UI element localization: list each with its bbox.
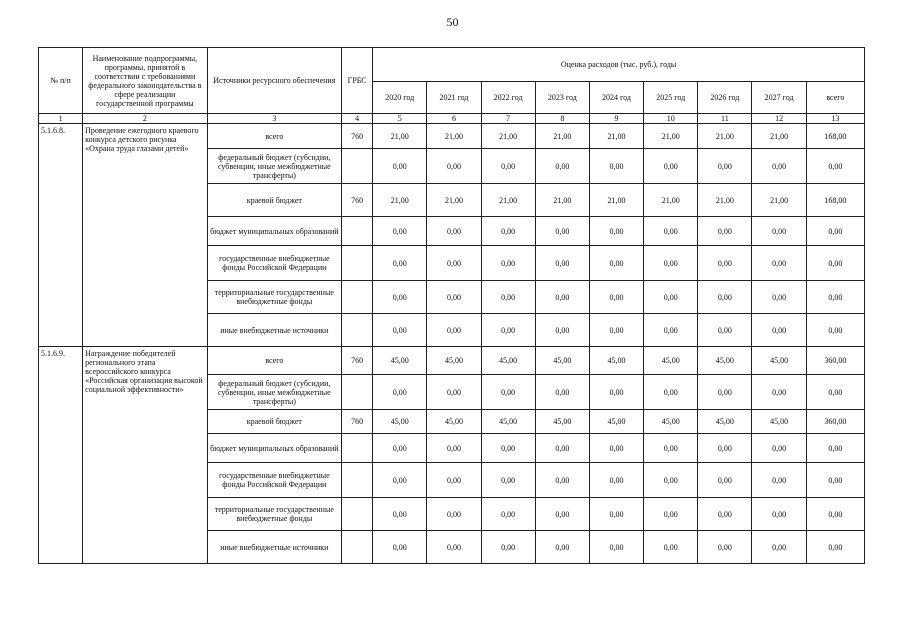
amount-cell: 0,00 [481, 246, 535, 281]
amount-cell: 0,00 [752, 281, 806, 314]
amount-cell: 0,00 [806, 217, 864, 246]
column-number: 10 [644, 114, 698, 124]
grbs-code [342, 149, 373, 184]
amount-cell: 0,00 [481, 434, 535, 463]
amount-cell: 45,00 [427, 347, 481, 375]
amount-cell: 45,00 [644, 347, 698, 375]
amount-cell: 0,00 [752, 149, 806, 184]
funding-source: бюджет муниципальных образований [207, 434, 341, 463]
amount-cell: 0,00 [589, 217, 643, 246]
amount-cell: 0,00 [644, 314, 698, 347]
table-row [39, 124, 865, 149]
amount-cell: 0,00 [481, 149, 535, 184]
header-source: Источники ресурсного обеспечения [207, 48, 341, 114]
amount-cell: 168,00 [806, 124, 864, 149]
header-year: 2024 год [589, 82, 643, 114]
grbs-code [342, 375, 373, 410]
amount-cell: 0,00 [806, 375, 864, 410]
column-number: 12 [752, 114, 806, 124]
amount-cell: 0,00 [752, 463, 806, 498]
header-year: 2022 год [481, 82, 535, 114]
amount-cell: 0,00 [806, 246, 864, 281]
amount-cell: 45,00 [481, 347, 535, 375]
grbs-code [342, 246, 373, 281]
amount-cell: 0,00 [535, 434, 589, 463]
amount-cell: 0,00 [589, 434, 643, 463]
amount-cell: 0,00 [373, 217, 427, 246]
section-index: 5.1.6.8. [39, 124, 83, 347]
amount-cell: 0,00 [698, 463, 752, 498]
amount-cell: 0,00 [752, 375, 806, 410]
section-index: 5.1.6.9. [39, 347, 83, 564]
amount-cell: 0,00 [589, 463, 643, 498]
header-no: № п/п [39, 48, 83, 114]
amount-cell: 0,00 [427, 434, 481, 463]
grbs-code [342, 531, 373, 564]
amount-cell: 0,00 [644, 217, 698, 246]
grbs-code [342, 498, 373, 531]
amount-cell: 0,00 [427, 498, 481, 531]
amount-cell: 0,00 [373, 314, 427, 347]
section-name: Проведение ежегодного краевого конкурса детского рисунка «Охрана труда глазами детей» [83, 124, 207, 347]
grbs-code [342, 434, 373, 463]
amount-cell: 0,00 [481, 314, 535, 347]
amount-cell: 0,00 [427, 531, 481, 564]
amount-cell: 0,00 [481, 463, 535, 498]
grbs-code: 760 [342, 410, 373, 434]
column-number: 2 [83, 114, 207, 124]
column-number: 8 [535, 114, 589, 124]
amount-cell: 0,00 [698, 149, 752, 184]
amount-cell: 0,00 [535, 217, 589, 246]
amount-cell: 0,00 [644, 246, 698, 281]
amount-cell: 0,00 [806, 463, 864, 498]
amount-cell: 0,00 [427, 314, 481, 347]
amount-cell: 0,00 [806, 498, 864, 531]
amount-cell: 0,00 [535, 314, 589, 347]
column-number: 11 [698, 114, 752, 124]
amount-cell: 0,00 [481, 281, 535, 314]
amount-cell: 45,00 [698, 410, 752, 434]
budget-table [38, 47, 865, 564]
amount-cell: 0,00 [535, 498, 589, 531]
amount-cell: 0,00 [752, 531, 806, 564]
amount-cell: 0,00 [589, 314, 643, 347]
header-year: всего [806, 82, 864, 114]
amount-cell: 0,00 [589, 149, 643, 184]
header-grbs: ГРБС [342, 48, 373, 114]
amount-cell: 0,00 [373, 281, 427, 314]
amount-cell: 0,00 [644, 531, 698, 564]
amount-cell: 0,00 [752, 314, 806, 347]
amount-cell: 0,00 [752, 217, 806, 246]
amount-cell: 0,00 [481, 375, 535, 410]
amount-cell: 0,00 [644, 498, 698, 531]
amount-cell: 45,00 [589, 347, 643, 375]
amount-cell: 21,00 [752, 124, 806, 149]
funding-source: всего [207, 347, 341, 375]
amount-cell: 0,00 [427, 375, 481, 410]
amount-cell: 0,00 [535, 246, 589, 281]
amount-cell: 0,00 [373, 246, 427, 281]
amount-cell: 0,00 [589, 246, 643, 281]
amount-cell: 0,00 [535, 375, 589, 410]
funding-source: территориальные государственные внебюджетные фонды [207, 498, 341, 531]
amount-cell: 0,00 [535, 463, 589, 498]
amount-cell: 0,00 [589, 375, 643, 410]
amount-cell: 0,00 [481, 217, 535, 246]
funding-source: бюджет муниципальных образований [207, 217, 341, 246]
amount-cell: 0,00 [752, 498, 806, 531]
amount-cell: 0,00 [752, 434, 806, 463]
amount-cell: 0,00 [752, 246, 806, 281]
grbs-code: 760 [342, 347, 373, 375]
funding-source: государственные внебюджетные фонды Российской Федерации [207, 246, 341, 281]
amount-cell: 168,00 [806, 184, 864, 217]
amount-cell: 0,00 [644, 281, 698, 314]
funding-source: краевой бюджет [207, 410, 341, 434]
funding-source: всего [207, 124, 341, 149]
section-name: Награждение победителей регионального этапа всероссийского конкурса «Российская организация высокой социальной эффективности» [83, 347, 207, 564]
amount-cell: 360,00 [806, 347, 864, 375]
header-year: 2021 год [427, 82, 481, 114]
amount-cell: 21,00 [644, 184, 698, 217]
amount-cell: 0,00 [698, 246, 752, 281]
amount-cell: 0,00 [535, 281, 589, 314]
funding-source: иные внебюджетные источники [207, 314, 341, 347]
grbs-code [342, 463, 373, 498]
table-row [39, 347, 865, 375]
grbs-code: 760 [342, 124, 373, 149]
amount-cell: 0,00 [373, 149, 427, 184]
amount-cell: 21,00 [373, 124, 427, 149]
header-year: 2023 год [535, 82, 589, 114]
amount-cell: 0,00 [644, 375, 698, 410]
amount-cell: 45,00 [752, 410, 806, 434]
amount-cell: 0,00 [373, 434, 427, 463]
amount-cell: 0,00 [806, 281, 864, 314]
amount-cell: 21,00 [373, 184, 427, 217]
amount-cell: 0,00 [698, 217, 752, 246]
amount-cell: 0,00 [644, 463, 698, 498]
amount-cell: 45,00 [752, 347, 806, 375]
amount-cell: 0,00 [698, 281, 752, 314]
funding-source: федеральный бюджет (субсидии, субвенции, иные межбюджетные трансферты) [207, 149, 341, 184]
amount-cell: 0,00 [373, 463, 427, 498]
amount-cell: 21,00 [589, 184, 643, 217]
amount-cell: 0,00 [698, 434, 752, 463]
amount-cell: 0,00 [698, 498, 752, 531]
amount-cell: 0,00 [535, 531, 589, 564]
amount-cell: 0,00 [373, 375, 427, 410]
amount-cell: 21,00 [589, 124, 643, 149]
funding-source: государственные внебюджетные фонды Российской Федерации [207, 463, 341, 498]
amount-cell: 0,00 [481, 531, 535, 564]
amount-cell: 0,00 [427, 217, 481, 246]
amount-cell: 21,00 [427, 184, 481, 217]
amount-cell: 21,00 [752, 184, 806, 217]
header-year: 2020 год [373, 82, 427, 114]
amount-cell: 0,00 [806, 149, 864, 184]
amount-cell: 0,00 [427, 281, 481, 314]
amount-cell: 45,00 [535, 410, 589, 434]
amount-cell: 45,00 [373, 410, 427, 434]
amount-cell: 21,00 [427, 124, 481, 149]
amount-cell: 0,00 [427, 463, 481, 498]
amount-cell: 21,00 [535, 124, 589, 149]
amount-cell: 0,00 [589, 498, 643, 531]
column-number: 1 [39, 114, 83, 124]
grbs-code [342, 217, 373, 246]
amount-cell: 0,00 [806, 531, 864, 564]
amount-cell: 0,00 [698, 531, 752, 564]
column-number: 7 [481, 114, 535, 124]
amount-cell: 0,00 [535, 149, 589, 184]
column-number: 13 [806, 114, 864, 124]
header-year: 2026 год [698, 82, 752, 114]
grbs-code [342, 281, 373, 314]
amount-cell: 0,00 [427, 149, 481, 184]
header-estimate: Оценка расходов (тыс. руб.), годы [373, 48, 865, 82]
grbs-code: 760 [342, 184, 373, 217]
column-number: 5 [373, 114, 427, 124]
column-number: 6 [427, 114, 481, 124]
amount-cell: 21,00 [644, 124, 698, 149]
amount-cell: 0,00 [481, 498, 535, 531]
column-number: 3 [207, 114, 341, 124]
amount-cell: 21,00 [535, 184, 589, 217]
header-year: 2027 год [752, 82, 806, 114]
amount-cell: 0,00 [806, 434, 864, 463]
funding-source: федеральный бюджет (субсидии, субвенции, иные межбюджетные трансферты) [207, 375, 341, 410]
grbs-code [342, 314, 373, 347]
amount-cell: 360,00 [806, 410, 864, 434]
amount-cell: 0,00 [373, 498, 427, 531]
header-name: Наименование подпрограммы, программы, принятой в соответствии с требованиями федерального законодательства в сфере реализации государственной программы [83, 48, 207, 114]
column-number: 9 [589, 114, 643, 124]
amount-cell: 45,00 [589, 410, 643, 434]
amount-cell: 45,00 [481, 410, 535, 434]
amount-cell: 21,00 [698, 124, 752, 149]
amount-cell: 0,00 [589, 281, 643, 314]
amount-cell: 0,00 [698, 375, 752, 410]
amount-cell: 21,00 [698, 184, 752, 217]
amount-cell: 0,00 [806, 314, 864, 347]
amount-cell: 45,00 [698, 347, 752, 375]
amount-cell: 45,00 [373, 347, 427, 375]
amount-cell: 0,00 [589, 531, 643, 564]
column-number: 4 [342, 114, 373, 124]
amount-cell: 0,00 [427, 246, 481, 281]
amount-cell: 0,00 [698, 314, 752, 347]
funding-source: территориальные государственные внебюджетные фонды [207, 281, 341, 314]
header-year: 2025 год [644, 82, 698, 114]
page-number: 50 [446, 15, 459, 29]
amount-cell: 45,00 [535, 347, 589, 375]
amount-cell: 0,00 [373, 531, 427, 564]
amount-cell: 21,00 [481, 184, 535, 217]
funding-source: иные внебюджетные источники [207, 531, 341, 564]
funding-source: краевой бюджет [207, 184, 341, 217]
amount-cell: 45,00 [644, 410, 698, 434]
amount-cell: 0,00 [644, 149, 698, 184]
amount-cell: 45,00 [427, 410, 481, 434]
amount-cell: 21,00 [481, 124, 535, 149]
amount-cell: 0,00 [644, 434, 698, 463]
